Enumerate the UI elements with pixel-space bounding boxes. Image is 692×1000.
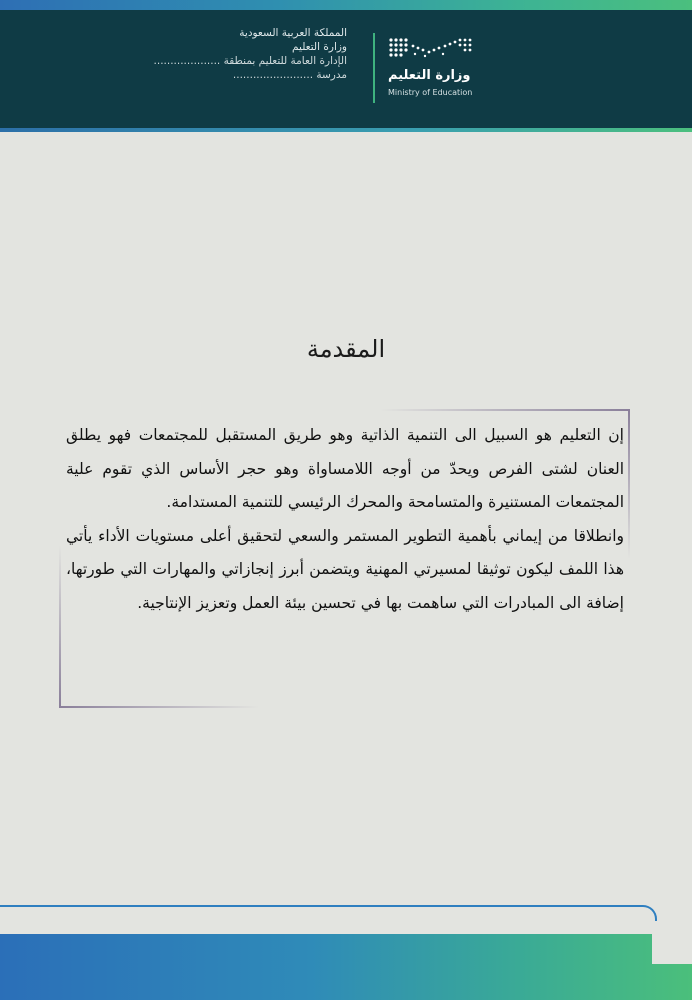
header-bottom-border	[0, 128, 692, 132]
footer-outline	[0, 905, 657, 921]
frame-bottom-border	[59, 706, 259, 708]
footer-banner	[0, 934, 692, 1000]
frame-right-border	[628, 409, 630, 559]
logo-subtitle: Ministry of Education	[388, 88, 473, 97]
country-name: المملكة العربية السعودية	[239, 27, 347, 39]
logo-title: وزارة التعليم	[388, 68, 471, 83]
frame-left-border	[59, 545, 61, 708]
header-divider	[373, 33, 375, 103]
footer-corner-cut	[652, 934, 692, 964]
government-info	[127, 26, 347, 82]
paragraph: وانطلاقا من إيماني بأهمية التطوير المستمر والسعي لتحقيق أعلى مستويات الأداء يأتي هذا اللمف ليكون توثيقا لمسيرتي المهنية ويتضمن أبرز إنجازاتي والمهارات التي طورتها، إضافة الى المبادرات التي ساهمت بها في تحسين بيئة العمل وتعزيز الإنتاجية.	[66, 526, 624, 612]
school-name: مدرسة ........................	[232, 69, 347, 81]
introduction-text	[66, 419, 624, 620]
directorate-name: الإدارة العامة للتعليم بمنطقة ....................	[153, 55, 347, 67]
frame-top-border	[380, 409, 630, 411]
ministry-name: وزارة التعليم	[292, 41, 347, 53]
page-title: المقدمة	[306, 335, 386, 363]
paragraph: إن التعليم هو السبيل الى التنمية الذاتية وهو طريق المستقبل للمجتمعات فهو يطلق العنان لشتى الفرص ويحدّ من أوجه اللامساواة وهو حجر الأساس الذي تقوم علية المجتمعات المستنيرة والمتسامحة والمحرك الرئيسي للتنمية المستدامة.	[66, 426, 624, 511]
